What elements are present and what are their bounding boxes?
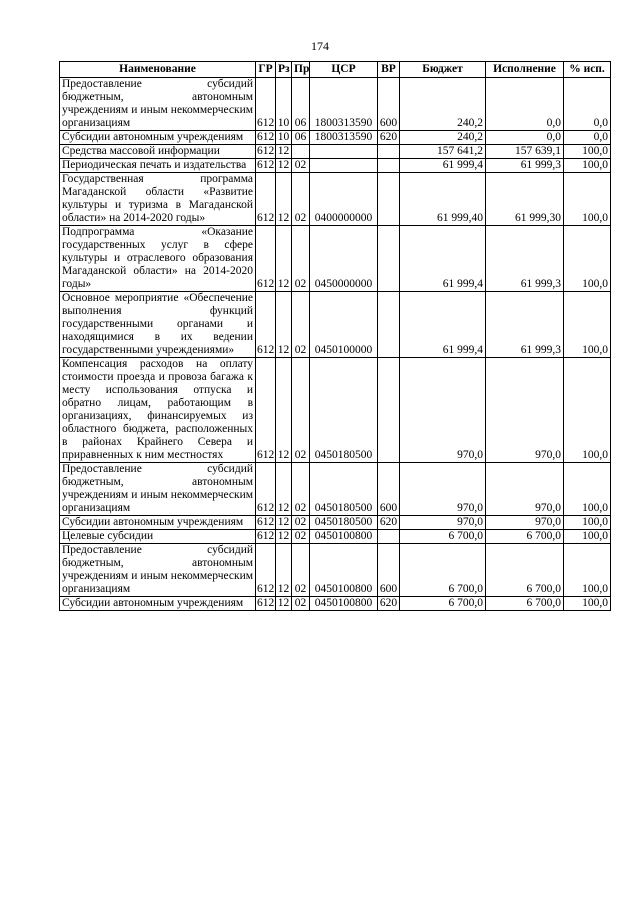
cell-pct: 100,0 [564, 597, 611, 611]
table-row [60, 358, 611, 463]
cell-pr: 02 [292, 358, 310, 463]
page-number: 174 [311, 39, 329, 53]
cell-vr [378, 173, 400, 226]
cell-csr: 0450100800 [310, 597, 378, 611]
cell-pr: 06 [292, 131, 310, 145]
cell-budget: 61 999,4 [400, 226, 486, 292]
cell-name: Компенсация расходов на оплату стоимости проезда и провоза багажа к месту использования отпуска и обратно лицам, работающим в организациях, финансируемых из областного бюджета, расположенных в районах Крайнего Севера и приравненных к ним местностях [60, 358, 256, 463]
header-row [60, 62, 611, 78]
cell-gr: 612 [256, 226, 276, 292]
cell-name: Подпрограмма «Оказание государственных услуг в сфере культуры и отраслевого образования Магаданской области» на 2014-2020 годы» [60, 226, 256, 292]
cell-vr: 620 [378, 516, 400, 530]
cell-budget: 6 700,0 [400, 530, 486, 544]
cell-exec: 61 999,30 [486, 173, 564, 226]
cell-pct: 100,0 [564, 463, 611, 516]
cell-pct: 100,0 [564, 516, 611, 530]
cell-gr: 612 [256, 358, 276, 463]
cell-vr: 600 [378, 544, 400, 597]
cell-rz: 12 [276, 544, 292, 597]
header-exec: Исполнение [486, 62, 564, 78]
cell-name: Субсидии автономным учреждениям [60, 516, 256, 530]
cell-name: Средства массовой информации [60, 145, 256, 159]
cell-vr [378, 530, 400, 544]
cell-pct: 100,0 [564, 292, 611, 358]
cell-exec: 970,0 [486, 516, 564, 530]
cell-name: Основное мероприятие «Обеспечение выполнения функций государственными органами и находящимися в их ведении государственными учреждениями» [60, 292, 256, 358]
cell-budget: 61 999,4 [400, 159, 486, 173]
cell-exec: 6 700,0 [486, 530, 564, 544]
cell-budget: 61 999,40 [400, 173, 486, 226]
cell-name: Предоставление субсидий бюджетным, автономным учреждениям и иным некоммерческим организациям [60, 544, 256, 597]
cell-pr: 02 [292, 226, 310, 292]
cell-exec: 6 700,0 [486, 544, 564, 597]
table-row [60, 463, 611, 516]
cell-csr: 1800313590 [310, 131, 378, 145]
table-row [60, 530, 611, 544]
cell-vr [378, 159, 400, 173]
cell-budget: 970,0 [400, 516, 486, 530]
table-row [60, 159, 611, 173]
table-body [60, 78, 611, 611]
table-row [60, 292, 611, 358]
header-name: Наименование [60, 62, 256, 78]
cell-vr [378, 226, 400, 292]
cell-rz: 12 [276, 463, 292, 516]
cell-budget: 6 700,0 [400, 597, 486, 611]
cell-gr: 612 [256, 463, 276, 516]
cell-rz: 12 [276, 516, 292, 530]
cell-rz: 10 [276, 78, 292, 131]
cell-vr: 600 [378, 78, 400, 131]
cell-gr: 612 [256, 78, 276, 131]
cell-budget: 61 999,4 [400, 292, 486, 358]
table-row [60, 226, 611, 292]
cell-exec: 61 999,3 [486, 159, 564, 173]
cell-pr: 02 [292, 463, 310, 516]
cell-pct: 100,0 [564, 145, 611, 159]
table-row [60, 516, 611, 530]
cell-budget: 240,2 [400, 78, 486, 131]
cell-gr: 612 [257, 131, 275, 143]
cell-gr: 612 [256, 544, 276, 597]
cell-rz: 12 [276, 530, 292, 544]
table-row [60, 131, 611, 145]
cell-vr [378, 292, 400, 358]
cell-gr: 612 [257, 597, 275, 609]
cell-csr: 0450180500 [310, 516, 378, 530]
budget-table [59, 61, 611, 611]
cell-gr: 612 [257, 516, 275, 528]
cell-csr: 0400000000 [310, 173, 378, 226]
cell-pr: 02 [292, 292, 310, 358]
cell-rz: 12 [276, 358, 292, 463]
cell-name: Предоставление субсидий бюджетным, автономным учреждениям и иным некоммерческим организациям [60, 463, 256, 516]
cell-name: Предоставление субсидий бюджетным, автономным учреждениям и иным некоммерческим организациям [60, 78, 256, 131]
cell-csr [310, 145, 378, 159]
cell-exec: 61 999,3 [486, 292, 564, 358]
cell-budget: 970,0 [400, 358, 486, 463]
header-rz: Рз [276, 62, 292, 78]
cell-vr: 620 [378, 131, 400, 145]
cell-exec: 157 639,1 [486, 145, 564, 159]
cell-pr [292, 145, 310, 159]
cell-rz: 10 [276, 131, 292, 145]
cell-vr [378, 358, 400, 463]
cell-budget: 240,2 [400, 131, 486, 145]
cell-rz: 12 [276, 159, 292, 173]
cell-pr: 02 [292, 516, 310, 530]
cell-name: Субсидии автономным учреждениям [60, 131, 256, 145]
cell-pct: 100,0 [564, 530, 611, 544]
cell-gr: 612 [257, 530, 275, 542]
cell-csr: 0450100800 [310, 530, 378, 544]
cell-exec: 61 999,3 [486, 226, 564, 292]
cell-gr: 612 [257, 159, 275, 171]
header-pr: Пр [292, 62, 310, 78]
cell-rz: 12 [276, 292, 292, 358]
cell-gr: 612 [256, 292, 276, 358]
cell-csr: 1800313590 [310, 78, 378, 131]
cell-pct: 100,0 [564, 173, 611, 226]
cell-pct: 100,0 [564, 226, 611, 292]
table-row [60, 145, 611, 159]
cell-pr: 02 [292, 544, 310, 597]
cell-gr: 612 [257, 145, 275, 157]
table-row [60, 597, 611, 611]
cell-exec: 6 700,0 [486, 597, 564, 611]
cell-name: Периодическая печать и издательства [60, 159, 256, 173]
header-pct: % исп. [564, 62, 611, 78]
cell-exec: 0,0 [486, 78, 564, 131]
cell-rz: 12 [276, 145, 292, 159]
cell-exec: 0,0 [486, 131, 564, 145]
cell-pr: 02 [292, 173, 310, 226]
cell-pct: 100,0 [564, 159, 611, 173]
cell-rz: 12 [276, 226, 292, 292]
header-vr: ВР [378, 62, 400, 78]
cell-csr: 0450180500 [310, 358, 378, 463]
table-row [60, 173, 611, 226]
cell-csr: 0450180500 [310, 463, 378, 516]
cell-pr: 02 [292, 530, 310, 544]
cell-pr: 06 [292, 78, 310, 131]
cell-csr [310, 159, 378, 173]
cell-vr [378, 145, 400, 159]
cell-exec: 970,0 [486, 358, 564, 463]
cell-vr: 600 [378, 463, 400, 516]
cell-pct: 100,0 [564, 358, 611, 463]
header-gr: ГР [256, 62, 276, 78]
cell-exec: 970,0 [486, 463, 564, 516]
cell-pr: 02 [292, 597, 310, 611]
cell-rz: 12 [276, 597, 292, 611]
cell-pct: 100,0 [564, 544, 611, 597]
cell-pct: 0,0 [564, 131, 611, 145]
cell-name: Целевые субсидии [60, 530, 256, 544]
cell-name: Субсидии автономным учреждениям [60, 597, 256, 611]
cell-budget: 970,0 [400, 463, 486, 516]
cell-name: Государственная программа Магаданской области «Развитие культуры и туризма в Магаданской области» на 2014-2020 годы» [60, 173, 256, 226]
table-row [60, 544, 611, 597]
cell-csr: 0450100800 [310, 544, 378, 597]
cell-csr: 0450100000 [310, 292, 378, 358]
cell-pr: 02 [292, 159, 310, 173]
cell-vr: 620 [378, 597, 400, 611]
header-budget: Бюджет [400, 62, 486, 78]
header-csr: ЦСР [310, 62, 378, 78]
cell-budget: 157 641,2 [400, 145, 486, 159]
cell-gr: 612 [256, 173, 276, 226]
cell-csr: 0450000000 [310, 226, 378, 292]
cell-rz: 12 [276, 173, 292, 226]
cell-pct: 0,0 [564, 78, 611, 131]
cell-budget: 6 700,0 [400, 544, 486, 597]
table-row [60, 78, 611, 131]
